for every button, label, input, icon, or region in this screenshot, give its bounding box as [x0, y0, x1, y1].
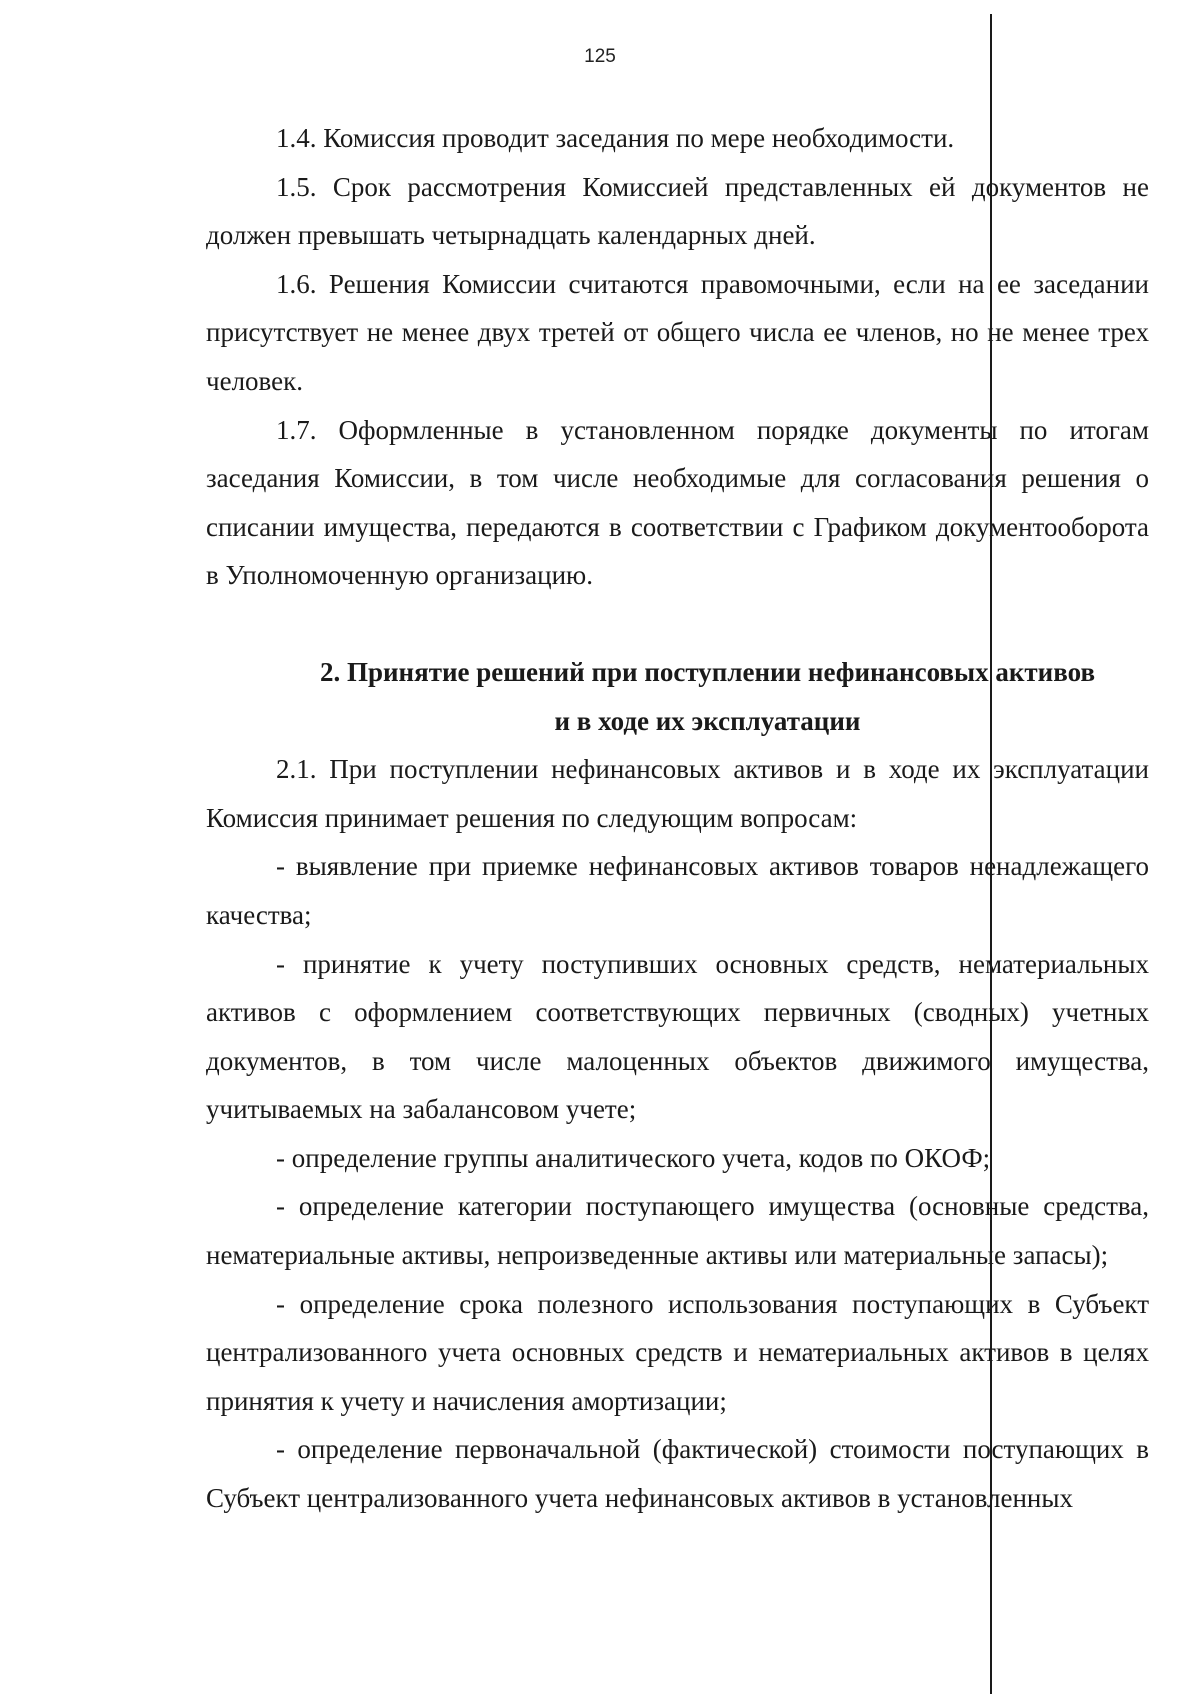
list-item: - выявление при приемке нефинансовых активов товаров ненадлежащего качества;: [206, 851, 1149, 930]
list-item: - определение срока полезного использования поступающих в Субъект централизованного учета основных средств и нематериальных активов в целях принятия к учету и начисления амортизации;: [206, 1288, 1149, 1416]
list-item: - принятие к учету поступивших основных средств, нематериальных активов с оформлением соответствующих первичных (сводных) учетных документов, в том числе малоценных объектов движимого имущества, учитываемых на забалансовом учете;: [206, 948, 1149, 1125]
decision-list: [206, 842, 1149, 1522]
list-item: - определение группы аналитического учета, кодов по ОКОФ;: [276, 1142, 991, 1173]
section-2-heading-line-1: 2. Принятие решений при поступлении нефинансовых активов: [319, 656, 1096, 687]
section-2-heading-line-2: и в ходе их эксплуатации: [554, 705, 861, 736]
paragraph-1-5: 1.5. Срок рассмотрения Комиссией представленных ей документов не должен превышать четырнадцать календарных дней.: [206, 171, 1149, 251]
paragraph-2-1: 2.1. При поступлении нефинансовых активов и в ходе их эксплуатации Комиссия принимает решения по следующим вопросам:: [206, 754, 1149, 833]
list-item: - определение категории поступающего имущества (основные средства, нематериальные активы, непроизведенные активы или материальные запасы);: [206, 1191, 1149, 1271]
paragraph-1-7: 1.7. Оформленные в установленном порядке документы по итогам заседания Комиссии, в том числе необходимые для согласования решения о списании имущества, передаются в соответствии с Графиком документооборота в Уполномоченную организацию.: [206, 414, 1149, 591]
paragraph-1-6: 1.6. Решения Комиссии считаются правомочными, если на ее заседании присутствует не менее двух третей от общего числа ее членов, но не менее трех человек.: [206, 268, 1149, 396]
section-2-heading: [206, 648, 1149, 745]
paragraph-1-4: 1.4. Комиссия проводит заседания по мере необходимости.: [276, 123, 955, 153]
page-number: 125: [584, 46, 616, 67]
document-body: [206, 114, 1149, 1523]
list-item: - определение первоначальной (фактической) стоимости поступающих в Субъект централизованного учета нефинансовых активов в установленных: [206, 1434, 1149, 1514]
